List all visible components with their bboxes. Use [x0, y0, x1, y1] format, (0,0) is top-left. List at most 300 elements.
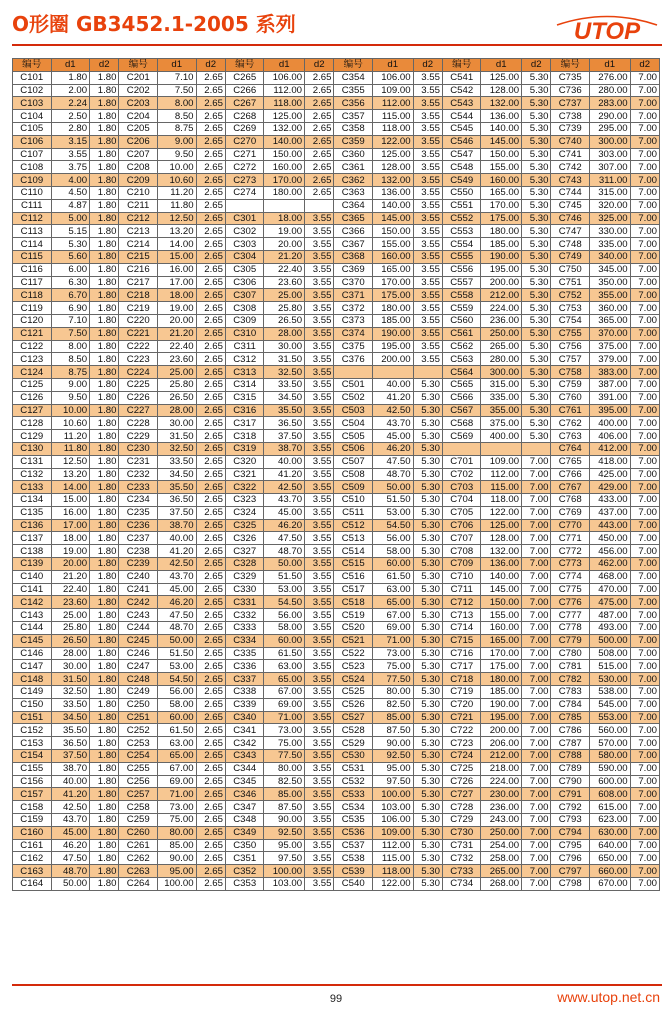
cell-code: C706: [442, 519, 481, 532]
cell-d1: 165.00: [481, 634, 522, 647]
cell-d2: 2.65: [196, 442, 225, 455]
cell-d2: 7.00: [630, 519, 659, 532]
cell-d1: 6.30: [51, 276, 90, 289]
cell-code: C267: [225, 97, 264, 110]
cell-d1: 43.70: [372, 417, 413, 430]
cell-d1: 295.00: [589, 122, 630, 135]
cell-d1: 30.00: [158, 417, 197, 430]
cell-d2: 2.65: [196, 186, 225, 199]
table-row: [13, 494, 660, 507]
cell-code: C782: [551, 673, 590, 686]
cell-code: C269: [225, 122, 264, 135]
cell-code: C507: [334, 455, 373, 468]
table-row: [13, 519, 660, 532]
cell-d1: 11.20: [158, 186, 197, 199]
cell-code: C514: [334, 545, 373, 558]
cell-d1: 12.50: [51, 455, 90, 468]
cell-code: C520: [334, 622, 373, 635]
cell-code: C312: [225, 353, 264, 366]
cell-code: C367: [334, 238, 373, 251]
cell-d2: 2.65: [196, 698, 225, 711]
cell-d1: 112.00: [372, 97, 413, 110]
cell-d1: 109.00: [372, 84, 413, 97]
cell-d2: 7.00: [630, 327, 659, 340]
cell-d1: 136.00: [481, 110, 522, 123]
cell-code: C523: [334, 660, 373, 673]
cell-d2: 1.80: [90, 852, 119, 865]
cell-d2: 7.00: [522, 814, 551, 827]
cell-code: C552: [442, 212, 481, 225]
cell-code: C212: [119, 212, 158, 225]
cell-d1: 22.40: [51, 583, 90, 596]
cell-code: C307: [225, 289, 264, 302]
cell-code: C345: [225, 775, 264, 788]
cell-d1: 128.00: [481, 532, 522, 545]
cell-d1: 10.00: [51, 404, 90, 417]
cell-d2: 2.65: [196, 750, 225, 763]
cell-code: C554: [442, 238, 481, 251]
cell-d1: 7.10: [51, 314, 90, 327]
table-row: [13, 724, 660, 737]
cell-code: C148: [13, 673, 52, 686]
cell-code: C745: [551, 199, 590, 212]
cell-d1: 140.00: [481, 570, 522, 583]
cell-d1: 46.20: [158, 596, 197, 609]
cell-d1: 11.80: [51, 442, 90, 455]
cell-d2: 5.30: [413, 788, 442, 801]
cell-code: C568: [442, 417, 481, 430]
cell-d1: 125.00: [481, 71, 522, 84]
cell-d2: 1.80: [90, 583, 119, 596]
cell-code: C762: [551, 417, 590, 430]
cell-d1: 31.50: [51, 673, 90, 686]
cell-d2: 3.55: [413, 84, 442, 97]
cell-d2: 1.80: [90, 545, 119, 558]
cell-d1: 25.00: [158, 366, 197, 379]
cell-code: C343: [225, 750, 264, 763]
cell-code: C789: [551, 762, 590, 775]
cell-code: C557: [442, 276, 481, 289]
cell-d2: 5.30: [413, 532, 442, 545]
cell-d1: 315.00: [589, 186, 630, 199]
cell-d1: 47.50: [264, 532, 305, 545]
cell-d1: 51.50: [372, 494, 413, 507]
cell-d1: 250.00: [481, 327, 522, 340]
cell-d1: 100.00: [158, 878, 197, 891]
cell-d2: 5.30: [522, 135, 551, 148]
cell-code: C274: [225, 186, 264, 199]
table-row: [13, 314, 660, 327]
cell-d2: 7.00: [522, 570, 551, 583]
cell-d1: 112.00: [481, 468, 522, 481]
cell-d1: 6.90: [51, 302, 90, 315]
column-header-d2: d2: [90, 59, 119, 72]
cell-d1: 175.00: [372, 289, 413, 302]
cell-d2: 7.00: [630, 84, 659, 97]
page-number: 99: [329, 993, 343, 1005]
cell-d2: 1.80: [90, 647, 119, 660]
cell-code: C313: [225, 366, 264, 379]
table-body: [13, 71, 660, 890]
cell-code: C784: [551, 698, 590, 711]
table-row: [13, 673, 660, 686]
cell-d2: 7.00: [630, 609, 659, 622]
cell-d1: 67.00: [372, 609, 413, 622]
cell-d1: 412.00: [589, 442, 630, 455]
table-row: [13, 84, 660, 97]
cell-d1: 250.00: [481, 826, 522, 839]
table-row: [13, 161, 660, 174]
cell-d2: 5.30: [413, 839, 442, 852]
cell-code: C749: [551, 250, 590, 263]
cell-code: C760: [551, 391, 590, 404]
cell-d1: 150.00: [372, 225, 413, 238]
cell-d1: 58.00: [372, 545, 413, 558]
cell-code: C254: [119, 750, 158, 763]
cell-d1: 36.50: [264, 417, 305, 430]
cell-d2: 1.80: [90, 878, 119, 891]
cell-d2: 1.80: [90, 430, 119, 443]
cell-d2: 1.80: [90, 404, 119, 417]
cell-code: C353: [225, 878, 264, 891]
cell-d2: 3.55: [413, 174, 442, 187]
column-header-d1: d1: [481, 59, 522, 72]
cell-code: C770: [551, 519, 590, 532]
cell-d1: 132.00: [481, 97, 522, 110]
cell-code: C348: [225, 814, 264, 827]
cell-d1: 18.00: [158, 289, 197, 302]
cell-d2: 1.80: [90, 238, 119, 251]
cell-d1: 4.50: [51, 186, 90, 199]
cell-d1: 115.00: [481, 481, 522, 494]
cell-code: C376: [334, 353, 373, 366]
cell-d1: 38.70: [264, 442, 305, 455]
cell-code: C232: [119, 468, 158, 481]
cell-d1: 15.00: [158, 250, 197, 263]
cell-d1: 355.00: [589, 289, 630, 302]
cell-d2: 7.00: [630, 71, 659, 84]
cell-d1: 53.00: [372, 506, 413, 519]
cell-d1: 36.50: [158, 494, 197, 507]
cell-code: C530: [334, 750, 373, 763]
cell-d2: 7.00: [630, 814, 659, 827]
cell-d2: 5.30: [413, 775, 442, 788]
cell-code: C728: [442, 801, 481, 814]
cell-d2: 3.55: [305, 609, 334, 622]
cell-code: C321: [225, 468, 264, 481]
cell-d1: 53.00: [158, 660, 197, 673]
table-row: [13, 250, 660, 263]
cell-d1: 46.20: [264, 519, 305, 532]
column-header-d1: d1: [158, 59, 197, 72]
cell-d1: 335.00: [481, 391, 522, 404]
cell-code: C332: [225, 609, 264, 622]
cell-d1: 140.00: [264, 135, 305, 148]
cell-d1: 48.70: [372, 468, 413, 481]
cell-d2: 5.30: [413, 814, 442, 827]
cell-d2: 7.00: [630, 801, 659, 814]
cell-code: C101: [13, 71, 52, 84]
cell-code: C120: [13, 314, 52, 327]
cell-d1: 45.00: [158, 583, 197, 596]
cell-d2: 3.55: [305, 468, 334, 481]
cell-d2: 5.30: [413, 737, 442, 750]
cell-d2: 7.00: [522, 532, 551, 545]
cell-d2: 3.55: [305, 238, 334, 251]
cell-code: C765: [551, 455, 590, 468]
cell-d2: 7.00: [630, 481, 659, 494]
cell-d1: 200.00: [372, 353, 413, 366]
cell-d2: 7.00: [630, 673, 659, 686]
cell-d2: 7.00: [630, 724, 659, 737]
cell-code: C217: [119, 276, 158, 289]
cell-code: C788: [551, 750, 590, 763]
cell-d1: 51.50: [158, 647, 197, 660]
cell-d1: 67.00: [264, 686, 305, 699]
cell-code: C257: [119, 788, 158, 801]
cell-code: C366: [334, 225, 373, 238]
table-row: [13, 71, 660, 84]
cell-code: C258: [119, 801, 158, 814]
cell-d1: 265.00: [481, 340, 522, 353]
cell-code: C158: [13, 801, 52, 814]
cell-code: C145: [13, 634, 52, 647]
cell-d1: 150.00: [481, 148, 522, 161]
cell-d1: 433.00: [589, 494, 630, 507]
cell-d1: 600.00: [589, 775, 630, 788]
cell-d2: 3.55: [413, 186, 442, 199]
cell-code: C501: [334, 378, 373, 391]
website-link[interactable]: www.utop.net.cn: [557, 989, 660, 1005]
cell-d2: 7.00: [630, 762, 659, 775]
cell-d1: 375.00: [481, 417, 522, 430]
cell-d2: 2.65: [196, 660, 225, 673]
cell-d2: 3.55: [305, 442, 334, 455]
table-row: [13, 826, 660, 839]
cell-code: C252: [119, 724, 158, 737]
cell-d1: 40.00: [51, 775, 90, 788]
cell-d1: 90.00: [372, 737, 413, 750]
cell-code: C361: [334, 161, 373, 174]
table-row: [13, 814, 660, 827]
cell-code: C262: [119, 852, 158, 865]
cell-code: C240: [119, 570, 158, 583]
cell-d2: 3.55: [305, 558, 334, 571]
cell-d1: 190.00: [372, 327, 413, 340]
cell-d2: 5.30: [413, 519, 442, 532]
cell-d1: 290.00: [589, 110, 630, 123]
cell-d2: 5.30: [413, 622, 442, 635]
cell-d1: 50.00: [372, 481, 413, 494]
cell-d1: 106.00: [264, 71, 305, 84]
cell-d1: 21.20: [158, 327, 197, 340]
cell-d2: 5.30: [522, 122, 551, 135]
cell-d2: 5.30: [413, 673, 442, 686]
cell-d2: 5.30: [413, 417, 442, 430]
cell-code: C216: [119, 263, 158, 276]
cell-d1: 175.00: [481, 660, 522, 673]
cell-code: C370: [334, 276, 373, 289]
cell-d1: 330.00: [589, 225, 630, 238]
cell-code: C544: [442, 110, 481, 123]
cell-d2: 7.00: [630, 455, 659, 468]
cell-d2: 7.00: [630, 737, 659, 750]
cell-d1: 22.40: [264, 263, 305, 276]
column-header-code: 编号: [551, 59, 590, 72]
cell-d2: 1.80: [90, 276, 119, 289]
cell-code: C724: [442, 750, 481, 763]
cell-d2: 3.55: [305, 801, 334, 814]
cell-d2: 3.55: [305, 455, 334, 468]
cell-d2: 5.30: [522, 353, 551, 366]
cell-code: C149: [13, 686, 52, 699]
cell-code: C780: [551, 647, 590, 660]
cell-d2: 5.30: [522, 186, 551, 199]
cell-d2: 7.00: [630, 97, 659, 110]
cell-d2: 7.00: [522, 724, 551, 737]
cell-code: C562: [442, 340, 481, 353]
cell-d1: 95.00: [158, 865, 197, 878]
cell-code: C202: [119, 84, 158, 97]
cell-d1: 56.00: [158, 686, 197, 699]
cell-code: C714: [442, 622, 481, 635]
table-row: [13, 353, 660, 366]
cell-d1: 268.00: [481, 878, 522, 891]
cell-d2: 2.65: [305, 135, 334, 148]
cell-d2: 7.00: [630, 378, 659, 391]
cell-d2: 1.80: [90, 762, 119, 775]
cell-d2: 1.80: [90, 468, 119, 481]
cell-code: C234: [119, 494, 158, 507]
cell-code: C516: [334, 570, 373, 583]
cell-code: C754: [551, 314, 590, 327]
cell-code: C107: [13, 148, 52, 161]
table-row: [13, 660, 660, 673]
cell-code: C213: [119, 225, 158, 238]
cell-d2: 7.00: [630, 698, 659, 711]
cell-code: C266: [225, 84, 264, 97]
cell-code: C783: [551, 686, 590, 699]
cell-d2: 5.30: [522, 417, 551, 430]
cell-d2: 7.00: [630, 417, 659, 430]
cell-d1: 41.20: [264, 468, 305, 481]
cell-code: C124: [13, 366, 52, 379]
cell-d1: 190.00: [481, 698, 522, 711]
cell-code: C725: [442, 762, 481, 775]
cell-d1: 307.00: [589, 161, 630, 174]
cell-code: C215: [119, 250, 158, 263]
cell-d2: 1.80: [90, 506, 119, 519]
cell-d2: 2.65: [305, 148, 334, 161]
cell-d1: [264, 199, 305, 212]
cell-code: C238: [119, 545, 158, 558]
cell-d1: 45.00: [264, 506, 305, 519]
cell-code: C717: [442, 660, 481, 673]
cell-d2: 1.80: [90, 340, 119, 353]
cell-d2: 5.30: [522, 71, 551, 84]
cell-d2: 7.00: [630, 135, 659, 148]
cell-code: C761: [551, 404, 590, 417]
cell-d1: 9.00: [51, 378, 90, 391]
cell-d1: 47.50: [51, 852, 90, 865]
cell-d2: 5.30: [522, 340, 551, 353]
cell-d2: 3.55: [413, 276, 442, 289]
cell-d2: 3.55: [305, 314, 334, 327]
cell-d1: 18.00: [264, 212, 305, 225]
cell-d2: 3.55: [305, 340, 334, 353]
cell-d1: 300.00: [481, 366, 522, 379]
cell-d2: 3.55: [305, 327, 334, 340]
cell-code: C371: [334, 289, 373, 302]
cell-code: C360: [334, 148, 373, 161]
cell-d1: 90.00: [158, 852, 197, 865]
cell-code: C763: [551, 430, 590, 443]
cell-code: C536: [334, 826, 373, 839]
cell-d2: 5.30: [522, 263, 551, 276]
cell-code: C311: [225, 340, 264, 353]
cell-d1: 145.00: [481, 135, 522, 148]
cell-d2: 1.80: [90, 366, 119, 379]
cell-d2: 2.65: [196, 366, 225, 379]
cell-d2: 7.00: [630, 366, 659, 379]
cell-d1: 63.00: [372, 583, 413, 596]
cell-d2: 3.55: [413, 161, 442, 174]
cell-d2: [413, 366, 442, 379]
cell-code: C115: [13, 250, 52, 263]
cell-d2: 2.65: [196, 647, 225, 660]
cell-d2: 3.55: [305, 250, 334, 263]
cell-d2: 2.65: [196, 826, 225, 839]
cell-d1: 150.00: [481, 596, 522, 609]
cell-d1: 54.50: [372, 519, 413, 532]
cell-d1: 25.80: [264, 302, 305, 315]
cell-d1: 185.00: [481, 238, 522, 251]
table-row: [13, 775, 660, 788]
cell-d1: 132.00: [372, 174, 413, 187]
cell-d2: 1.80: [90, 212, 119, 225]
cell-d1: 5.15: [51, 225, 90, 238]
cell-d1: 54.50: [264, 596, 305, 609]
cell-d2: 7.00: [522, 686, 551, 699]
cell-d1: 14.00: [51, 481, 90, 494]
cell-d2: 3.55: [413, 353, 442, 366]
cell-code: C328: [225, 558, 264, 571]
cell-d2: 1.80: [90, 609, 119, 622]
cell-d1: 19.00: [264, 225, 305, 238]
cell-code: C518: [334, 596, 373, 609]
cell-code: C347: [225, 801, 264, 814]
cell-d2: 3.55: [305, 212, 334, 225]
cell-d2: 1.80: [90, 494, 119, 507]
cell-d1: 145.00: [372, 212, 413, 225]
cell-d2: 5.30: [413, 545, 442, 558]
column-header-d2: d2: [630, 59, 659, 72]
cell-code: C320: [225, 455, 264, 468]
cell-d2: 5.30: [522, 289, 551, 302]
cell-d1: 437.00: [589, 506, 630, 519]
column-header-code: 编号: [119, 59, 158, 72]
cell-d1: 553.00: [589, 711, 630, 724]
table-row: [13, 878, 660, 891]
cell-d2: 2.65: [305, 84, 334, 97]
cell-code: C546: [442, 135, 481, 148]
cell-code: C154: [13, 750, 52, 763]
cell-d2: 7.00: [630, 430, 659, 443]
cell-d2: 5.30: [413, 468, 442, 481]
cell-d2: 1.80: [90, 122, 119, 135]
cell-d1: 8.50: [158, 110, 197, 123]
table-row: [13, 609, 660, 622]
